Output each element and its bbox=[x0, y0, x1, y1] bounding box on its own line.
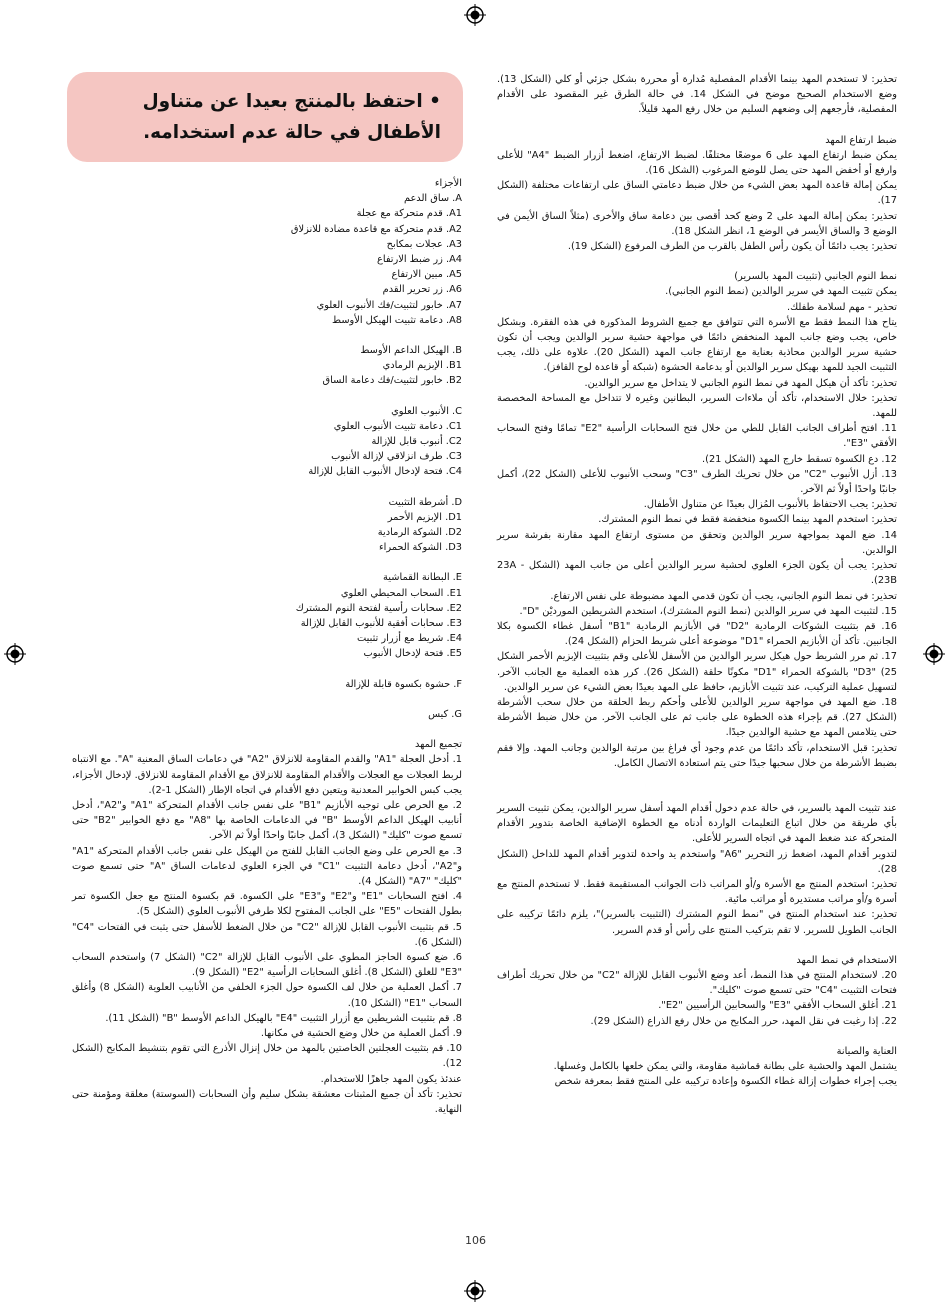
parts-item: A3. عجلات بمكابح bbox=[386, 238, 462, 250]
side-para: تحذير: يجب الاحتفاظ بالأنبوب المُزال بعيدًا عن متناول الأطفال. bbox=[643, 499, 897, 511]
parts-item: E. البطانة القماشية bbox=[383, 572, 462, 584]
parts-group-d bbox=[72, 495, 462, 556]
care-para: يشتمل المهد والحشية على بطانة قماشية مقاومة، والتي يمكن خلعها بالكامل وغسلها. bbox=[553, 1060, 897, 1072]
usage-section bbox=[497, 968, 897, 1029]
parts-group-a bbox=[72, 191, 462, 328]
parts-item: E5. فتحة لإدخال الأنبوب bbox=[363, 648, 462, 660]
side-para: تحذير: يجب أن يكون الجزء العلوي لحشية سرير الوالدين أعلى من جانب المهد (الشكل 23A - 23B). bbox=[497, 560, 898, 587]
parts-item: C3. طرف انزلاقي لإزالة الأنبوب bbox=[331, 451, 462, 463]
side-para: 14. ضع المهد بمواجهة سرير الوالدين وتحقق من مستوى ارتفاع المهد مقارنة بفرشة سرير الوالدين. bbox=[497, 529, 897, 556]
side-para: 12. دع الكسوة تسقط خارج المهد (الشكل 21). bbox=[702, 453, 897, 465]
registration-mark-bottom bbox=[464, 1280, 486, 1302]
side-sleep-section-title: نمط النوم الجانبي (تثبيت المهد بالسرير) bbox=[734, 271, 897, 283]
side-para: تحذير: استخدم المهد بينما الكسوة منخفضة فقط في نمط النوم المشترك. bbox=[598, 514, 897, 526]
side-para: تحذير: قبل الاستخدام، تأكد دائمًا من عدم وجود أي فراغ بين مرتبة الوالدين وجانب المهد. وإلا فقم بضبط الأشرطة من خلال سحبها جيدًا حتى يتم استعادة الاتصال الكامل. bbox=[497, 742, 897, 769]
side-para: تحذير: في نمط النوم الجانبي، يجب أن تكون قدمي المهد مضبوطة على نفس الارتفاع. bbox=[550, 590, 897, 602]
parts-item: B2. خابور لتثبيت/فك دعامة الساق bbox=[322, 375, 462, 387]
parts-item: A6. زر تحرير القدم bbox=[382, 284, 462, 296]
registration-mark-right bbox=[923, 643, 945, 665]
assembly-para: 8. قم بتثبيت الشريطين مع أزرار التثبيت "E4" بالهيكل الداعم الأوسط "B" (الشكل 11). bbox=[105, 1012, 462, 1024]
height-para: يمكن ضبط ارتفاع المهد على 6 موضعًا مختلفًا. لضبط الارتفاع، اضغط أزرار الضبط "A4" للأعلى وارفع أو أخفض المهد حتى يصل للوضع المرغوب (الشكل 16). bbox=[497, 149, 897, 177]
parts-item: E2. سحابات رأسية لفتحة النوم المشترك bbox=[295, 602, 462, 614]
assembly-para: تحذير: تأكد أن جميع المثبتات معشقة بشكل سليم وأن السحابات (السوستة) مغلقة ومؤمنة حتى النهاية. bbox=[72, 1088, 462, 1115]
assembly-para: 1. أدخل العجلة "A1" والقدم المقاومة للانزلاق "A2" في دعامات الساق المعنية "A". مع الانتباه لربط العجلات مع العجلات والأقدام المقاومة للانزلاق مع الأقدام المقاومة للانزلاق. لإدخال الأجزاء، يجب كبس الخوابير المعدنية ويتعين دفع الأقدام في اتجاه الإطار (الشكل 1-2). bbox=[72, 754, 462, 796]
assembly-para: عندئذ يكون المهد جاهزًا للاستخدام. bbox=[320, 1073, 462, 1085]
parts-item: D. أشرطة التثبيت bbox=[388, 496, 462, 508]
parts-item: C1. دعامة تثبيت الأنبوب العلوي bbox=[333, 420, 462, 432]
side-para: 13. أزل الأنبوب "C2" من خلال تحريك الطرف "C3" وسحب الأنبوب للأعلى (الشكل 22)، أكمل جانبًا واحدًا أولاً ثم الآخر. bbox=[497, 468, 897, 496]
side-para: 16. قم بتثبيت الشوكات الرمادية "D2" في الأبازيم الرمادية "B1" أسفل غطاء الكسوة بكلا الجانبين. تأكد أن الأبازيم الحمراء "D1" موضوعة أعلى شريط الحزام (الشكل 24). bbox=[497, 620, 897, 648]
care-para: يجب إجراء خطوات إزالة غطاء الكسوة وإعادة تركيبه على المنتج فقط بمعرفة شخص bbox=[554, 1076, 897, 1088]
page-number: 106 bbox=[465, 1234, 486, 1247]
side-sleep-section bbox=[497, 284, 897, 771]
parts-item: F. حشوة بكسوة قابلة للإزالة bbox=[345, 678, 462, 690]
parts-item: A5. مبين الارتفاع bbox=[391, 269, 462, 281]
registration-mark-left bbox=[4, 643, 26, 665]
parts-item: C2. أنبوب قابل للإزالة bbox=[371, 436, 462, 448]
parts-item: D1. الإبزيم الأحمر bbox=[387, 511, 462, 523]
assembly-title: تجميع المهد bbox=[414, 739, 462, 751]
assembly-para: 2. مع الحرص على توجيه الأبازيم "B1" على نفس جانب الأقدام المتحركة "A1" و"A2"، أدخل أنابيب الهيكل الداعم الأوسط "B" في الدعامات الخاصة بها "A8" مع دفع الخوابير "B2" حتى تسمع صوت "كليك" (الشكل 3)، أكمل جانبًا واحدًا أولاً ثم الآخر. bbox=[72, 799, 462, 842]
side-para: تحذير: خلال الاستخدام، تأكد أن ملاءات السرير، البطانين وغيره لا تتداخل مع المساحة المخصصة للمهد. bbox=[497, 392, 897, 420]
assembly-para: 7. أكمل العملية من خلال لف الكسوة حول الجزء الخلفي من الأنابيب العلوية (الشكل 8) وأغلق السحاب "E1" (الشكل 10). bbox=[72, 982, 462, 1009]
assembly-para: 6. ضع كسوة الحاجز المطوي على الأنبوب القابل للإزالة "C2" (الشكل 7) واستخدم السحاب "E3" للغلق (الشكل 8). أغلق السحابات الرأسية "E2" (الشكل 9). bbox=[72, 951, 462, 979]
parents-bed-section bbox=[497, 801, 897, 938]
parts-item: B1. الإبزيم الرمادي bbox=[382, 360, 462, 372]
assembly-para: 9. أكمل العملية من خلال وضع الحشية في مكانها. bbox=[260, 1027, 462, 1039]
parts-group-e bbox=[72, 570, 462, 661]
intro-warning: تحذير: لا تستخدم المهد بينما الأقدام المفصلية مُدارة أو محررة بشكل جزئي أو كلي (الشكل 13). وضع الاستخدام الصحيح موضح في الشكل 14. في حالة الطرق غير المقصود على الأقدام المفصلية، فأرجعهم إلى وضعهم السليم من خلال رفع المهد قليلاً. bbox=[497, 74, 898, 116]
right-column bbox=[497, 72, 897, 1089]
parts-item: G. كيس bbox=[428, 708, 462, 720]
assembly-para: 3. مع الحرص على وضع الجانب القابل للفتح من الهيكل على نفس جانب الأقدام المتحركة "A1" و"A2"، أدخل دعامة التثبيت "C1" في الجزء العلوي لدعامات الساق "A" حتى تسمع صوت "كليك" "A7" (الشكل 4). bbox=[72, 845, 462, 887]
parts-item: A2. قدم متحركة مع قاعدة مضادة للانزلاق bbox=[290, 223, 462, 235]
left-column bbox=[72, 176, 462, 1117]
parts-item: D2. الشوكة الرمادية bbox=[377, 527, 462, 539]
side-para: يمكن تثبيت المهد في سرير الوالدين (نمط النوم الجانبي). bbox=[665, 286, 897, 298]
registration-mark-top bbox=[464, 4, 486, 26]
assembly-para: 10. قم بتثبيت العجلتين الخاصتين بالمهد من خلال إنزال الأذرع التي تقوم بتنشيط المكابح (الشكل 12). bbox=[72, 1043, 462, 1070]
parts-item: A1. قدم متحركة مع عجلة bbox=[356, 208, 462, 220]
care-section-title: العناية والصيانة bbox=[836, 1045, 897, 1057]
assembly-para: 4. افتح السحابات "E1" و"E2" و"E3" على الكسوة. قم بكسوة المنتج مع جعل الكسوة تمر بطول الفتحات "E5" على الجانب المفتوح لكلا طرفي الأنبوب العلوي (الشكل 5). bbox=[72, 891, 463, 918]
side-para: 18. ضع المهد في مواجهة سرير الوالدين للأعلى وأحكم ربط الحلقة من خلال سحب الأشرطة (الشكل 27). قم بإجراء هذه الخطوة على جانب ثم على الجانب الآخر. من خلال ضبط الأشرطة حتى يتلامس المهد مع حشية الوالدين جيدًا. bbox=[497, 696, 897, 739]
parts-group-b bbox=[72, 343, 462, 389]
side-para: تحذير - مهم لسلامة طفلك. bbox=[786, 301, 897, 313]
assembly-para: 5. قم بتثبيت الأنبوب القابل للإزالة "C2" من خلال الضغط للأسفل حتى يثبت في الفتحات "C4" (الشكل 6). bbox=[72, 921, 462, 948]
side-para: يتاح هذا النمط فقط مع الأسرة التي تتوافق مع جميع الشروط المذكورة في هذه الفقرة. وبشكل خاص، يجب وضع جانب المهد المنخفض دائمًا في مواجهة حشية سرير الوالدين ويجب أن تكون حشية سرير الوالدين محاذية بعناية مع ارتفاع جانب المهد (الشكل 20). علاوة على ذلك، يجب التثبيت الجيد للمهد بهيكل سرير الوالدين أو بدعامة الحشوة (شبكة أو قاعدة لوح القافز). bbox=[497, 316, 897, 374]
usage-para: 21. أغلق السحاب الأفقي "E3" والسحابين الرأسيين "E2". bbox=[658, 1000, 897, 1012]
height-para: تحذير: يمكن إمالة المهد على 2 وضع كحد أقصى بين دعامة ساق والأخرى (مثلاً الساق الأيمن في الوضع 3 والساق الأيسر في الوضع 1، انظر الشكل 18). bbox=[497, 210, 897, 237]
parts-item: A4. زر ضبط الارتفاع bbox=[377, 254, 462, 266]
parts-item: D3. الشوكة الحمراء bbox=[379, 542, 462, 554]
side-para: تحذير: تأكد أن هيكل المهد في نمط النوم الجانبي لا يتداخل مع سرير الوالدين. bbox=[584, 377, 897, 389]
parts-item: C. الأنبوب العلوي bbox=[391, 405, 462, 417]
parts-item: A7. خابور لتثبيت/فك الأنبوب العلوي bbox=[316, 299, 462, 311]
care-section bbox=[497, 1059, 897, 1089]
child-safety-warning-text: • احتفظ بالمنتج بعيدا عن متناول الأطفال في حالة عدم استخدامه. bbox=[142, 91, 441, 143]
parts-item: C4. فتحة لإدخال الأنبوب القابل للإزالة bbox=[308, 466, 462, 478]
side-para: 15. لتثبيت المهد في سرير الوالدين (نمط النوم المشترك)، استخدم الشريطين المورديْن "D". bbox=[519, 605, 897, 617]
parts-item: A. ساق الدعم bbox=[403, 193, 462, 205]
parts-item: E1. السحاب المحيطي العلوي bbox=[340, 587, 462, 599]
usage-para: 20. لاستخدام المنتج في هذا النمط، أعد وضع الأنبوب القابل للإزالة "C2" من خلال تحريك أطراف فتحات التثبيت "C4" حتى تسمع صوت "كليك". bbox=[497, 969, 897, 997]
height-section-title: ضبط ارتفاع المهد bbox=[825, 134, 897, 146]
height-para: يمكن إمالة قاعدة المهد بعض الشيء من خلال ضبط دعامتي الساق على ارتفاعات مختلفة (الشكل 17). bbox=[497, 180, 897, 207]
parts-item: E3. سحابات أفقية للأنبوب القابل للإزالة bbox=[300, 618, 462, 630]
height-section bbox=[497, 148, 897, 254]
usage-para: 22. إذا رغبت في نقل المهد، حرر المكابح من خلال رفع الذراع (الشكل 29). bbox=[590, 1015, 897, 1027]
child-safety-warning-box bbox=[67, 72, 463, 162]
usage-section-title: الاستخدام في نمط المهد bbox=[796, 954, 897, 966]
assembly-section bbox=[72, 752, 462, 1117]
side-para: 17. ثم مرر الشريط حول هيكل سرير الوالدين من الأسفل للأعلى وقم بتثبيت الإبزيم الأحمر الشكل 25) "D3" بالشوكة الحمراء "D1" مكونًا حلقة (الشكل 26). كرر هذه العملية مع الجانب الآخر. لتسهيل عملية التركيب، عند تثبيت الأبازيم، حافظ على المهد بعيدًا بعض الشيء عن سرير الوالدين. bbox=[497, 651, 898, 693]
parents-para: عند تثبيت المهد بالسرير، في حالة عدم دخول أقدام المهد أسفل سرير الوالدين، يمكن تثبيت السرير بأي طريقة من خلال اتباع التعليمات الواردة أدناه مع الخطوة الإضافية الخاصة بتدوير الأقدام المتحركة عند ضغط المهد في اتجاه السرير للأعلى. bbox=[497, 802, 897, 845]
parents-para: لتدوير أقدام المهد، اضغط زر التحرير "A6" واستخدم يد واحدة لتدوير أقدام المهد للداخل (الشكل 28). bbox=[497, 848, 898, 875]
parts-item: B. الهيكل الداعم الأوسط bbox=[360, 345, 462, 357]
parents-para: تحذير: استخدم المنتج مع الأسرة و/أو المراتب ذات الجوانب المستقيمة فقط. لا تستخدم المنتج مع أسرة و/أو مراتب مستديرة أو مراتب مائية. bbox=[497, 878, 897, 906]
parts-item: A8. دعامة تثبيت الهيكل الأوسط bbox=[332, 314, 462, 326]
parts-group-c bbox=[72, 404, 462, 480]
parents-para: تحذير: عند استخدام المنتج في "نمط النوم المشترك (التثبيت بالسرير)"، يلزم دائمًا تركيبه على الجانب الطويل للسرير. لا تقم بتركيب المنتج على رأس أو قدم السرير. bbox=[497, 909, 897, 936]
parts-item: E4. شريط مع أزرار تثبيت bbox=[357, 633, 462, 645]
parts-title: الأجزاء bbox=[434, 178, 462, 189]
side-para: 11. افتح أطراف الجانب القابل للطي من خلال فتح السحابات الرأسية "E2" تمامًا وفتح السحاب الأفقي "E3". bbox=[497, 423, 897, 450]
height-para: تحذير: يجب دائمًا أن يكون رأس الطفل بالقرب من الطرف المرفوع (الشكل 19). bbox=[567, 241, 897, 253]
